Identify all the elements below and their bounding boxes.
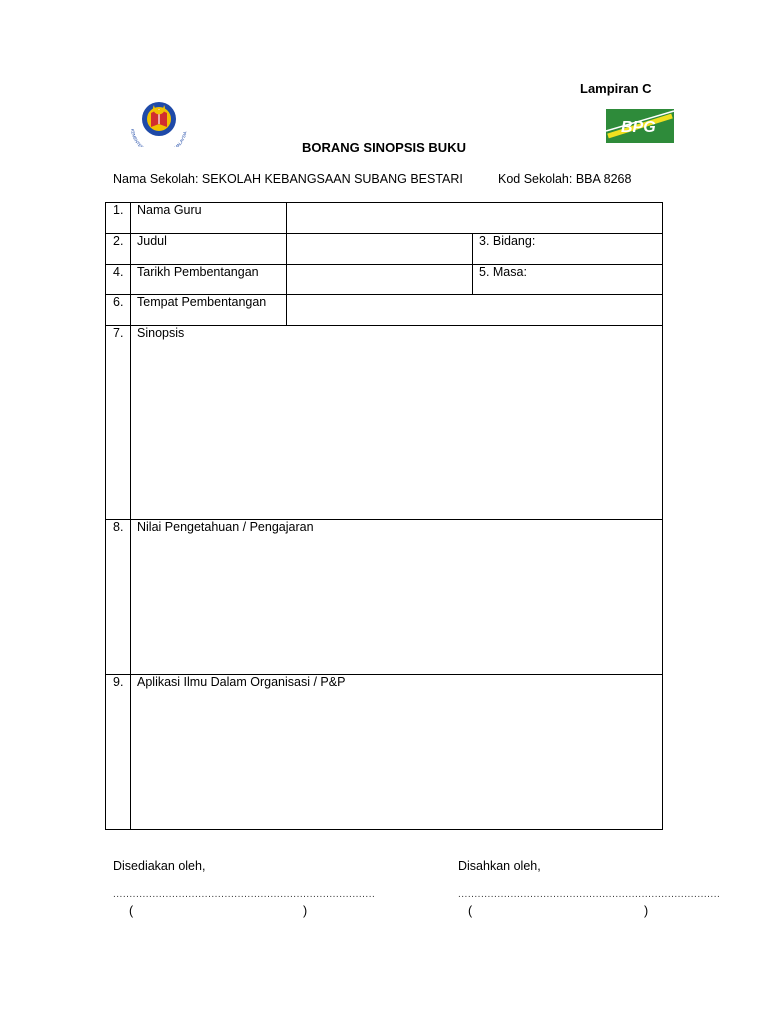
field-sinopsis[interactable]: Sinopsis	[131, 326, 663, 520]
row-number: 8.	[106, 520, 131, 675]
school-name: Nama Sekolah: SEKOLAH KEBANGSAAN SUBANG BESTARI	[113, 172, 463, 186]
kpm-logo	[121, 97, 197, 147]
field-bidang[interactable]: 3. Bidang:	[473, 234, 663, 265]
bpg-logo-text: BPG	[621, 119, 656, 136]
row-number: 2.	[106, 234, 131, 265]
row-nama-guru	[106, 203, 663, 234]
approved-by-label: Disahkan oleh,	[458, 859, 541, 873]
field-label-judul: Judul	[131, 234, 287, 265]
row-number: 9.	[106, 675, 131, 830]
field-input-tarikh[interactable]	[287, 265, 473, 295]
field-label-tarikh: Tarikh Pembentangan	[131, 265, 287, 295]
synopsis-form-table	[105, 202, 663, 830]
row-judul	[106, 234, 663, 265]
row-number: 4.	[106, 265, 131, 295]
prepared-by-open-paren: (	[129, 904, 134, 918]
row-number: 1.	[106, 203, 131, 234]
row-number: 6.	[106, 295, 131, 326]
field-aplikasi-ilmu[interactable]: Aplikasi Ilmu Dalam Organisasi / P&P	[131, 675, 663, 830]
row-tempat	[106, 295, 663, 326]
bpg-logo	[606, 109, 674, 143]
row-tarikh	[106, 265, 663, 295]
row-sinopsis	[106, 326, 663, 520]
field-input-judul[interactable]	[287, 234, 473, 265]
kpm-logo-text: KEMENTE ALAYSIA	[130, 128, 188, 147]
school-code: Kod Sekolah: BBA 8268	[498, 172, 632, 186]
prepared-by-signature-line[interactable]: ................................................................................	[113, 889, 376, 900]
approved-by-close-paren: )	[644, 904, 649, 918]
field-masa[interactable]: 5. Masa:	[473, 265, 663, 295]
approved-by-signature-line[interactable]: ................................................................................	[458, 889, 721, 900]
prepared-by-close-paren: )	[303, 904, 308, 918]
row-number: 7.	[106, 326, 131, 520]
prepared-by-label: Disediakan oleh,	[113, 859, 206, 873]
field-label-nama-guru: Nama Guru	[131, 203, 287, 234]
row-nilai	[106, 520, 663, 675]
lampiran-label: Lampiran C	[580, 81, 652, 96]
field-label-tempat: Tempat Pembentangan	[131, 295, 287, 326]
field-input-nama-guru[interactable]	[287, 203, 663, 234]
row-aplikasi	[106, 675, 663, 830]
field-nilai-pengetahuan[interactable]: Nilai Pengetahuan / Pengajaran	[131, 520, 663, 675]
approved-by-open-paren: (	[468, 904, 473, 918]
form-title: BORANG SINOPSIS BUKU	[302, 140, 466, 155]
field-input-tempat[interactable]	[287, 295, 663, 326]
